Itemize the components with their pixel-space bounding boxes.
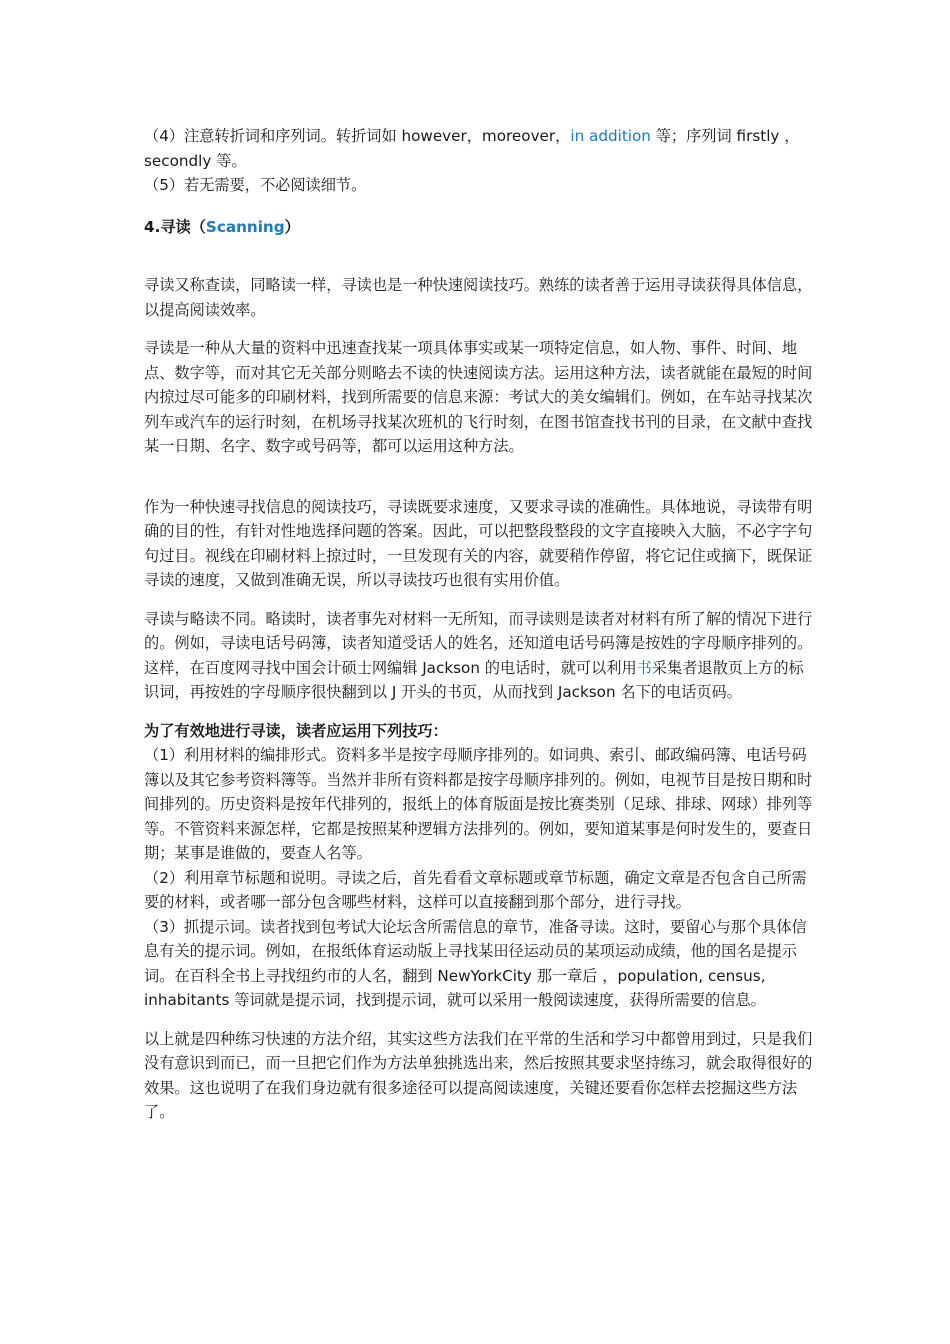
paragraph-difference bbox=[144, 607, 814, 705]
paragraph-accuracy: 作为一种快速寻找信息的阅读技巧，寻读既要求速度，又要求寻读的准确性。具体地说，寻读带有明确的目的性，有针对性地选择问题的答案。因此，可以把整段整段的文字直接映入大脑，不必字字句句过目。视线在印刷材料上掠过时，一旦发现有关的内容，就要稍作停留，将它记住或摘下，既保证寻读的速度，又做到准确无误，所以寻读技巧也很有实用价值。 bbox=[144, 497, 813, 589]
tips-heading: 为了有效地进行寻读，读者应运用下列技巧： bbox=[144, 721, 448, 740]
difference-text-end: 采集者退散页上方的标识词，再按姓的字母顺序很快翻到以 J 开头的书页，从而找到 Jackson 名下的电话页码。 bbox=[144, 658, 804, 701]
tip-4-text-end: 等；序列词 firstly ， secondly 等。 bbox=[144, 127, 800, 170]
scan-tip-1: （1）利用材料的编排形式。资料多半是按字母顺序排列的。如词典、索引、邮政编码簿、电话号码簿以及其它参考资料簿等。当然并非所有资料都是按字母顺序排列的。例如，电视节目是按日期和时间排列的。历史资料是按年代排列的，报纸上的体育版面是按比赛类别（足球、排球、网球）排列等等。不管资料来源怎样，它都是按照某种逻辑方法排列的。例如，要知道某事是何时发生的，要查日期；某事是谁做的，要查人名等。 bbox=[144, 746, 813, 862]
heading-prefix: 4.寻读（ bbox=[144, 217, 206, 236]
heading-suffix: ） bbox=[284, 217, 300, 236]
in-addition-link[interactable]: in addition bbox=[570, 127, 651, 145]
section-heading-scanning bbox=[144, 215, 814, 240]
scan-tip-3: （3）抓提示词。读者找到包考试大论坛含所需信息的章节，准备寻读。这时，要留心与那个具体信息有关的提示词。例如，在报纸体育运动版上寻找某田径运动员的某项运动成绩，他的国名是提示词。在百科全书上寻找纽约市的人名，翻到 NewYorkCity 那一章后 ，population, census, inhabitants 等词就是提示词，找到提示词，就可以采用一般阅读速度，获得所需要的信息。 bbox=[144, 917, 807, 1009]
tip-4-text: （4）注意转折词和序列词。转折词如 however，moreover， bbox=[144, 127, 571, 145]
paragraph-intro: 寻读又称查读，同略读一样，寻读也是一种快速阅读技巧。熟练的读者善于运用寻读获得具体信息，以提高阅读效率。 bbox=[144, 276, 813, 319]
paragraph-definition: 寻读是一种从大量的资料中迅速查找某一项具体事实或某一项特定信息，如人物、事件、时间、地点、数字等，而对其它无关部分则略去不读的快速阅读方法。运用这种方法，读者就能在最短的时间内掠过尽可能多的印刷材料，找到所需要的信息来源：考试大的美女编辑们。例如，在车站寻找某次列车或汽车的运行时刻，在机场寻找某次班机的飞行时刻，在图书馆查找书刊的目录，在文献中查找某一日期、名字、数字或号码等，都可以运用这种方法。 bbox=[144, 339, 813, 455]
scan-tip-2: （2）利用章节标题和说明。寻读之后，首先看看文章标题或章节标题，确定文章是否包含自己所需要的材料，或者哪一部分包含哪些材料，这样可以直接翻到那个部分，进行寻找。 bbox=[144, 868, 807, 911]
difference-text: 寻读与略读不同。略读时，读者事先对材料一无所知，而寻读则是读者对材料有所了解的情况下进行的。例如，寻读电话号码簿，读者知道受话人的姓名，还知道电话号码簿是按姓的字母顺序排列的。这样，在百度网寻找中国会计硕士网编辑 Jackson 的电话时，就可以利用 bbox=[144, 609, 813, 677]
tip-4 bbox=[144, 124, 814, 173]
tip-5: （5）若无需要，不必阅读细节。 bbox=[144, 176, 367, 194]
scanning-link[interactable]: Scanning bbox=[205, 217, 285, 236]
paragraph-conclusion: 以上就是四种练习快速的方法介绍，其实这些方法我们在平常的生活和学习中都曾用到过，只是我们没有意识到而已，而一旦把它们作为方法单独挑选出来，然后按照其要求坚持练习，就会取得很好的效果。这也说明了在我们身边就有很多途径可以提高阅读速度，关键还要看你怎样去挖掘这些方法了。 bbox=[144, 1029, 813, 1121]
book-link[interactable]: 书 bbox=[636, 658, 652, 677]
document-body bbox=[144, 124, 814, 1125]
